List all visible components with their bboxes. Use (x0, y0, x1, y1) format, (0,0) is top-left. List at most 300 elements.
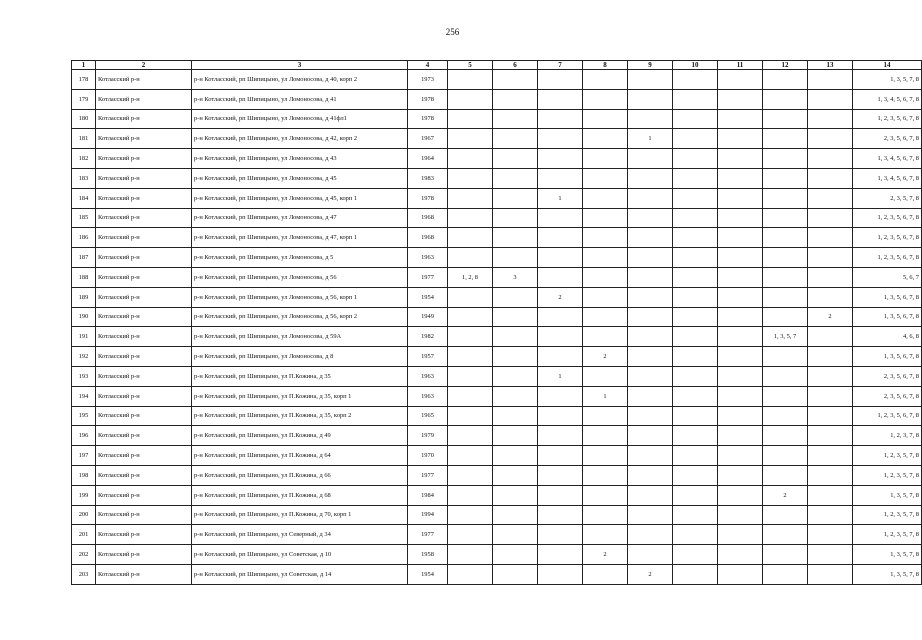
table-cell-col-11 (718, 208, 763, 228)
table-cell-col-1: 199 (72, 485, 96, 505)
table-cell-col-12 (763, 465, 808, 485)
table-cell-col-12 (763, 347, 808, 367)
table-cell-col-8 (583, 327, 628, 347)
table-cell-col-2: Котласский р-н (96, 505, 192, 525)
table-cell-col-8 (583, 564, 628, 584)
table-cell-col-9 (628, 347, 673, 367)
table-cell-col-1: 184 (72, 188, 96, 208)
table-cell-col-7 (538, 446, 583, 466)
table-cell-col-14: 1, 2, 3, 5, 6, 7, 8 (853, 406, 922, 426)
table-cell-col-2: Котласский р-н (96, 327, 192, 347)
table-cell-col-9 (628, 545, 673, 565)
table-cell-col-10 (673, 485, 718, 505)
table-cell-col-7 (538, 505, 583, 525)
table-cell-col-9 (628, 149, 673, 169)
table-cell-col-3: р-н Котласский, рп Шипицыно, ул Ломоносова, д 45 (192, 168, 408, 188)
table-cell-col-14: 2, 3, 5, 7, 8 (853, 188, 922, 208)
table-cell-col-6 (493, 485, 538, 505)
table-cell-col-1: 196 (72, 426, 96, 446)
table-row (72, 327, 922, 347)
table-row (72, 406, 922, 426)
table-row (72, 228, 922, 248)
table-cell-col-12 (763, 564, 808, 584)
table-cell-col-1: 195 (72, 406, 96, 426)
table-cell-col-8 (583, 505, 628, 525)
table-cell-col-10 (673, 347, 718, 367)
table-cell-col-13 (808, 287, 853, 307)
table-cell-col-13 (808, 188, 853, 208)
table-cell-col-12 (763, 267, 808, 287)
table-cell-col-14: 4, 6, 8 (853, 327, 922, 347)
table-cell-col-5 (448, 406, 493, 426)
table-cell-col-5 (448, 426, 493, 446)
table-cell-col-9 (628, 208, 673, 228)
table-cell-col-10 (673, 228, 718, 248)
table-cell-col-3: р-н Котласский, рп Шипицыно, ул Ломоносова, д 43 (192, 149, 408, 169)
table-cell-col-8 (583, 188, 628, 208)
table-cell-col-4: 1978 (408, 109, 448, 129)
table-cell-col-6 (493, 307, 538, 327)
table-cell-col-9 (628, 446, 673, 466)
column-header: 11 (718, 61, 763, 70)
table-cell-col-3: р-н Котласский, рп Шипицыно, ул Ломоносова, д 42, корп 2 (192, 129, 408, 149)
table-cell-col-1: 192 (72, 347, 96, 367)
table-cell-col-9 (628, 366, 673, 386)
table-cell-col-8: 2 (583, 347, 628, 367)
table-cell-col-10 (673, 327, 718, 347)
table-cell-col-14: 1, 3, 5, 7, 8 (853, 545, 922, 565)
table-cell-col-13 (808, 525, 853, 545)
table-cell-col-11 (718, 327, 763, 347)
table-cell-col-12 (763, 307, 808, 327)
table-cell-col-5 (448, 525, 493, 545)
table-cell-col-14: 1, 2, 3, 5, 7, 8 (853, 446, 922, 466)
table-cell-col-4: 1994 (408, 505, 448, 525)
table-cell-col-7 (538, 564, 583, 584)
table-cell-col-1: 186 (72, 228, 96, 248)
table-cell-col-9 (628, 307, 673, 327)
table-cell-col-6 (493, 386, 538, 406)
table-cell-col-4: 1983 (408, 168, 448, 188)
table-cell-col-10 (673, 267, 718, 287)
table-cell-col-5 (448, 208, 493, 228)
table-cell-col-8 (583, 525, 628, 545)
table-cell-col-6 (493, 168, 538, 188)
table-cell-col-3: р-н Котласский, рп Шипицыно, ул Ломоносова, д 47 (192, 208, 408, 228)
table-cell-col-12 (763, 228, 808, 248)
table-cell-col-13 (808, 168, 853, 188)
table-cell-col-14: 1, 3, 5, 7, 8 (853, 564, 922, 584)
table-cell-col-3: р-н Котласский, рп Шипицыно, ул П.Кожина, д 66 (192, 465, 408, 485)
table-cell-col-4: 1954 (408, 564, 448, 584)
table-cell-col-1: 203 (72, 564, 96, 584)
table-cell-col-3: р-н Котласский, рп Шипицыно, ул Советская, д 14 (192, 564, 408, 584)
table-cell-col-5 (448, 149, 493, 169)
table-cell-col-10 (673, 307, 718, 327)
table-cell-col-6 (493, 248, 538, 268)
table-cell-col-11 (718, 228, 763, 248)
table-cell-col-6 (493, 129, 538, 149)
table-cell-col-14: 1, 2, 3, 5, 6, 7, 8 (853, 109, 922, 129)
table-cell-col-5 (448, 129, 493, 149)
table-cell-col-3: р-н Котласский, рп Шипицыно, ул П.Кожина, д 70, корп 1 (192, 505, 408, 525)
table-cell-col-9 (628, 465, 673, 485)
table-cell-col-13 (808, 208, 853, 228)
page-number: 256 (445, 27, 460, 37)
table-cell-col-6 (493, 89, 538, 109)
table-cell-col-9 (628, 485, 673, 505)
table-cell-col-4: 1954 (408, 287, 448, 307)
table-cell-col-2: Котласский р-н (96, 287, 192, 307)
table-cell-col-12 (763, 89, 808, 109)
table-cell-col-6 (493, 505, 538, 525)
table-cell-col-1: 178 (72, 70, 96, 90)
table-cell-col-12 (763, 505, 808, 525)
table-cell-col-1: 181 (72, 129, 96, 149)
table-cell-col-3: р-н Котласский, рп Шипицыно, ул П.Кожина, д 64 (192, 446, 408, 466)
table-cell-col-11 (718, 307, 763, 327)
table-cell-col-4: 1977 (408, 267, 448, 287)
table-cell-col-9 (628, 525, 673, 545)
table-cell-col-6 (493, 70, 538, 90)
table-cell-col-11 (718, 109, 763, 129)
table-cell-col-6 (493, 228, 538, 248)
table-cell-col-1: 187 (72, 248, 96, 268)
table-cell-col-11 (718, 347, 763, 367)
table-cell-col-7 (538, 386, 583, 406)
table-row (72, 545, 922, 565)
table-cell-col-6 (493, 287, 538, 307)
column-header: 10 (673, 61, 718, 70)
table-cell-col-12 (763, 109, 808, 129)
table-cell-col-14: 1, 3, 5, 7, 8 (853, 70, 922, 90)
table-cell-col-6: 3 (493, 267, 538, 287)
table-cell-col-5 (448, 465, 493, 485)
table-cell-col-6 (493, 208, 538, 228)
table-cell-col-11 (718, 525, 763, 545)
table-cell-col-7 (538, 485, 583, 505)
table-cell-col-8 (583, 267, 628, 287)
table-cell-col-5 (448, 485, 493, 505)
table-cell-col-8 (583, 366, 628, 386)
table-cell-col-12 (763, 188, 808, 208)
table-cell-col-3: р-н Котласский, рп Шипицыно, ул Ломоносова, д 8 (192, 347, 408, 367)
table-cell-col-2: Котласский р-н (96, 188, 192, 208)
table-cell-col-9 (628, 89, 673, 109)
table-cell-col-5 (448, 228, 493, 248)
table-cell-col-11 (718, 545, 763, 565)
table-cell-col-6 (493, 366, 538, 386)
table-cell-col-1: 200 (72, 505, 96, 525)
table-cell-col-12 (763, 366, 808, 386)
table-cell-col-9 (628, 248, 673, 268)
table-cell-col-1: 197 (72, 446, 96, 466)
table-cell-col-1: 189 (72, 287, 96, 307)
table-cell-col-6 (493, 545, 538, 565)
table-cell-col-2: Котласский р-н (96, 545, 192, 565)
table-cell-col-14: 1, 3, 5, 6, 7, 8 (853, 307, 922, 327)
table-cell-col-13 (808, 564, 853, 584)
table-cell-col-13 (808, 129, 853, 149)
table-cell-col-12 (763, 248, 808, 268)
table-row (72, 287, 922, 307)
table-row (72, 129, 922, 149)
table-cell-col-11 (718, 149, 763, 169)
table-cell-col-9 (628, 109, 673, 129)
table-cell-col-4: 1967 (408, 129, 448, 149)
table-cell-col-10 (673, 386, 718, 406)
table-cell-col-1: 190 (72, 307, 96, 327)
table-cell-col-6 (493, 525, 538, 545)
table-cell-col-4: 1968 (408, 208, 448, 228)
table-cell-col-4: 1963 (408, 366, 448, 386)
table-cell-col-2: Котласский р-н (96, 168, 192, 188)
table-cell-col-11 (718, 366, 763, 386)
table-cell-col-4: 1978 (408, 188, 448, 208)
table-cell-col-3: р-н Котласский, рп Шипицыно, ул Ломоносова, д 59А (192, 327, 408, 347)
table-cell-col-3: р-н Котласский, рп Шипицыно, ул Ломоносова, д 5 (192, 248, 408, 268)
table-cell-col-2: Котласский р-н (96, 228, 192, 248)
table-cell-col-6 (493, 426, 538, 446)
table-cell-col-2: Котласский р-н (96, 307, 192, 327)
table-cell-col-9 (628, 70, 673, 90)
table-cell-col-13 (808, 446, 853, 466)
table-cell-col-1: 179 (72, 89, 96, 109)
table-cell-col-2: Котласский р-н (96, 525, 192, 545)
table-cell-col-11 (718, 129, 763, 149)
table-cell-col-11 (718, 248, 763, 268)
table-cell-col-12 (763, 446, 808, 466)
table-cell-col-6 (493, 465, 538, 485)
table-cell-col-2: Котласский р-н (96, 406, 192, 426)
table-row (72, 208, 922, 228)
table-cell-col-4: 1973 (408, 70, 448, 90)
table-row (72, 505, 922, 525)
table-cell-col-7 (538, 149, 583, 169)
table-cell-col-1: 188 (72, 267, 96, 287)
table-cell-col-3: р-н Котласский, рп Шипицыно, ул Ломоносова, д 47, корп 1 (192, 228, 408, 248)
table-cell-col-13 (808, 545, 853, 565)
table-cell-col-11 (718, 386, 763, 406)
table-cell-col-14: 2, 3, 5, 6, 7, 8 (853, 129, 922, 149)
table-cell-col-3: р-н Котласский, рп Шипицыно, ул Ломоносова, д 41фл1 (192, 109, 408, 129)
table-cell-col-10 (673, 426, 718, 446)
table-cell-col-5 (448, 188, 493, 208)
table-cell-col-10 (673, 465, 718, 485)
table-cell-col-12 (763, 386, 808, 406)
table-row (72, 386, 922, 406)
table-cell-col-3: р-н Котласский, рп Шипицыно, ул Ломоносова, д 40, корп 2 (192, 70, 408, 90)
table-cell-col-2: Котласский р-н (96, 89, 192, 109)
table-cell-col-10 (673, 109, 718, 129)
table-cell-col-14: 1, 2, 3, 7, 8 (853, 426, 922, 446)
table-cell-col-7: 1 (538, 366, 583, 386)
table-cell-col-7 (538, 89, 583, 109)
table-cell-col-9 (628, 168, 673, 188)
column-header: 6 (493, 61, 538, 70)
table-cell-col-7 (538, 347, 583, 367)
table-cell-col-2: Котласский р-н (96, 564, 192, 584)
table-cell-col-7 (538, 545, 583, 565)
table-cell-col-10 (673, 366, 718, 386)
table-cell-col-3: р-н Котласский, рп Шипицыно, ул П.Кожина, д 35, корп 2 (192, 406, 408, 426)
table-cell-col-10 (673, 129, 718, 149)
table-cell-col-10 (673, 525, 718, 545)
table-cell-col-13 (808, 347, 853, 367)
column-header: 2 (96, 61, 192, 70)
table-cell-col-7 (538, 465, 583, 485)
table-cell-col-10 (673, 149, 718, 169)
table-cell-col-4: 1963 (408, 386, 448, 406)
table-cell-col-5 (448, 564, 493, 584)
table-cell-col-10 (673, 248, 718, 268)
table-cell-col-1: 191 (72, 327, 96, 347)
table-cell-col-8 (583, 446, 628, 466)
table-cell-col-11 (718, 485, 763, 505)
table-cell-col-3: р-н Котласский, рп Шипицыно, ул Советская, д 10 (192, 545, 408, 565)
table-cell-col-4: 1970 (408, 446, 448, 466)
table-row (72, 89, 922, 109)
table-cell-col-7 (538, 70, 583, 90)
table-cell-col-4: 1964 (408, 149, 448, 169)
table-cell-col-2: Котласский р-н (96, 70, 192, 90)
housing-registry-table (71, 60, 922, 585)
table-cell-col-9: 1 (628, 129, 673, 149)
table-cell-col-6 (493, 406, 538, 426)
table-cell-col-13 (808, 426, 853, 446)
table-cell-col-8 (583, 406, 628, 426)
header-row (72, 61, 922, 70)
table-cell-col-2: Котласский р-н (96, 465, 192, 485)
table-cell-col-14: 1, 2, 3, 5, 7, 8 (853, 525, 922, 545)
column-header: 7 (538, 61, 583, 70)
table-cell-col-14: 1, 2, 3, 5, 7, 8 (853, 465, 922, 485)
column-header: 8 (583, 61, 628, 70)
table-cell-col-5 (448, 307, 493, 327)
table-cell-col-6 (493, 564, 538, 584)
table-cell-col-5 (448, 545, 493, 565)
table-cell-col-7 (538, 109, 583, 129)
table-body (72, 70, 922, 585)
table-cell-col-7 (538, 267, 583, 287)
table-cell-col-7 (538, 168, 583, 188)
table-cell-col-1: 183 (72, 168, 96, 188)
table-cell-col-8 (583, 287, 628, 307)
table-cell-col-2: Котласский р-н (96, 347, 192, 367)
table-cell-col-7: 1 (538, 188, 583, 208)
table-cell-col-11 (718, 505, 763, 525)
table-cell-col-11 (718, 70, 763, 90)
table-cell-col-7 (538, 525, 583, 545)
table-cell-col-12 (763, 168, 808, 188)
table-cell-col-9 (628, 406, 673, 426)
table-cell-col-8 (583, 168, 628, 188)
table-cell-col-6 (493, 149, 538, 169)
table-cell-col-14: 1, 3, 4, 5, 6, 7, 8 (853, 168, 922, 188)
table-cell-col-5 (448, 168, 493, 188)
table-cell-col-3: р-н Котласский, рп Шипицыно, ул П.Кожина, д 49 (192, 426, 408, 446)
table-cell-col-3: р-н Котласский, рп Шипицыно, ул Ломоносова, д 56, корп 1 (192, 287, 408, 307)
table-cell-col-12: 2 (763, 485, 808, 505)
table-cell-col-4: 1949 (408, 307, 448, 327)
table-row (72, 525, 922, 545)
table-row (72, 109, 922, 129)
table-cell-col-12 (763, 426, 808, 446)
table-cell-col-2: Котласский р-н (96, 485, 192, 505)
table-row (72, 168, 922, 188)
table-cell-col-4: 1958 (408, 545, 448, 565)
table-cell-col-8 (583, 228, 628, 248)
table-cell-col-10 (673, 70, 718, 90)
table-cell-col-13 (808, 248, 853, 268)
table-cell-col-5 (448, 89, 493, 109)
table-cell-col-11 (718, 426, 763, 446)
table-cell-col-5 (448, 366, 493, 386)
table-cell-col-4: 1968 (408, 228, 448, 248)
table-cell-col-13 (808, 109, 853, 129)
table-cell-col-1: 194 (72, 386, 96, 406)
table-header (72, 61, 922, 70)
table-cell-col-3: р-н Котласский, рп Шипицыно, ул Ломоносова, д 56, корп 2 (192, 307, 408, 327)
table-cell-col-9 (628, 505, 673, 525)
table-cell-col-12 (763, 70, 808, 90)
table-cell-col-3: р-н Котласский, рп Шипицыно, ул Ломоносова, д 56 (192, 267, 408, 287)
table-cell-col-8 (583, 307, 628, 327)
table-cell-col-8 (583, 109, 628, 129)
table-cell-col-13 (808, 228, 853, 248)
table-cell-col-2: Котласский р-н (96, 149, 192, 169)
table-cell-col-12: 1, 3, 5, 7 (763, 327, 808, 347)
table-cell-col-7 (538, 426, 583, 446)
table-cell-col-10 (673, 406, 718, 426)
table-cell-col-1: 202 (72, 545, 96, 565)
table-cell-col-13 (808, 505, 853, 525)
table-cell-col-6 (493, 446, 538, 466)
table-cell-col-5 (448, 248, 493, 268)
table-cell-col-8 (583, 70, 628, 90)
table-cell-col-10 (673, 564, 718, 584)
table-cell-col-7 (538, 228, 583, 248)
table-cell-col-14: 1, 3, 5, 6, 7, 8 (853, 287, 922, 307)
table-row (72, 307, 922, 327)
table-cell-col-8 (583, 426, 628, 446)
table-cell-col-2: Котласский р-н (96, 386, 192, 406)
table-cell-col-5 (448, 505, 493, 525)
table-cell-col-6 (493, 347, 538, 367)
table-cell-col-7 (538, 129, 583, 149)
table-cell-col-7 (538, 307, 583, 327)
table-cell-col-9 (628, 188, 673, 208)
table-cell-col-8 (583, 465, 628, 485)
table-row (72, 426, 922, 446)
table-cell-col-6 (493, 188, 538, 208)
table-cell-col-3: р-н Котласский, рп Шипицыно, ул Северный, д 34 (192, 525, 408, 545)
table-cell-col-13 (808, 149, 853, 169)
table-cell-col-10 (673, 208, 718, 228)
table-row (72, 485, 922, 505)
table-cell-col-5 (448, 347, 493, 367)
table-row (72, 267, 922, 287)
column-header: 5 (448, 61, 493, 70)
table-cell-col-5 (448, 287, 493, 307)
table-cell-col-14: 2, 3, 5, 6, 7, 8 (853, 386, 922, 406)
table-cell-col-5 (448, 386, 493, 406)
table-cell-col-5: 1, 2, 8 (448, 267, 493, 287)
table-cell-col-11 (718, 267, 763, 287)
table-cell-col-14: 1, 3, 5, 7, 8 (853, 485, 922, 505)
table-cell-col-4: 1978 (408, 89, 448, 109)
table-cell-col-14: 1, 3, 5, 6, 7, 8 (853, 347, 922, 367)
